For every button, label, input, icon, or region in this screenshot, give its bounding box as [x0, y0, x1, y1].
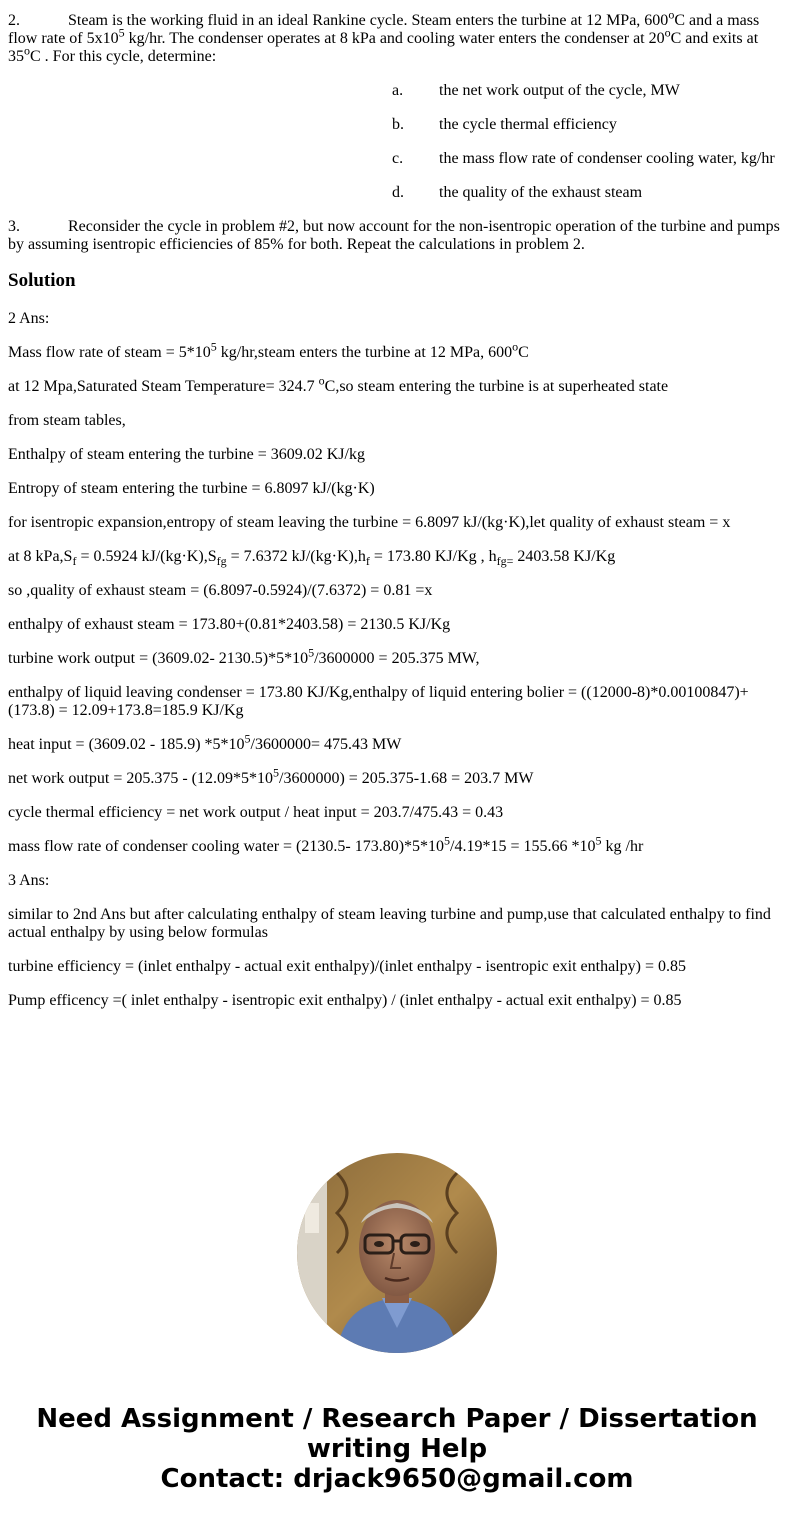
solution-heading: Solution [8, 270, 76, 291]
solution-line: from steam tables, [8, 412, 126, 429]
solution-line: Pump efficency =( inlet enthalpy - isentropic exit enthalpy) / (inlet enthalpy - actual exit enthalpy) = 0.85 [8, 992, 682, 1009]
problem-3-text: 3. Reconsider the cycle in problem #2, but now account for the non-isentropic operation of the turbine and pumps by assuming isentropic efficiencies of 85% for both. Repeat the calculations in problem 2. [8, 218, 780, 253]
solution-line: so ,quality of exhaust steam = (6.8097-0.5924)/(7.6372) = 0.81 =x [8, 582, 433, 599]
list-item: c. the mass flow rate of condenser cooling water, kg/hr [392, 150, 775, 167]
solution-line: heat input = (3609.02 - 185.9) $*5*10^5/3600000= 475.43$ MW [8, 731, 402, 753]
problem-2-number: 2. [8, 12, 20, 29]
problem-2-task-list [392, 82, 786, 202]
solution-line: Enthalpy of steam entering the turbine = 3609.02 KJ/kg [8, 446, 365, 463]
solution-line: enthalpy of liquid leaving condenser = 173.80 KJ/Kg,enthalpy of liquid entering bolier = ((12000-8)*0.00100847)+(173.8) = 12.09+173.8=185.9 KJ/Kg [8, 684, 749, 719]
solution-line: Mass flow rate of steam = $5*10^5$ kg/hr,steam enters the turbine at 12 MPa, 600$^o$C [8, 339, 529, 361]
banner-line: writing Help [306, 1434, 488, 1464]
banner-line: Need Assignment / Research Paper / Dissertation [36, 1404, 758, 1434]
list-item: b. the cycle thermal efficiency [392, 116, 617, 133]
solution-line: at 8 $kPa,S_f = 0.5924$ $kJ/(kg\cdot K),S_{fg} = 7.6372$ $kJ/(kg\cdot K),h_f = 173.80$ KJ/Kg , $h_{fg=}$ 2403.58 KJ/Kg [8, 548, 616, 569]
problem-2-text: 2. Steam is the working fluid in an ideal Rankine cycle. Steam enters the turbine at 12 MPa, 600$^o$C and a mass flow rate of $5x10^5$ kg/hr. The condenser operates at 8 kPa and cooling water enters the condenser at 20$^o$C and exits at 35$^o$C . For this cycle, determine: [8, 7, 760, 65]
solution-line: at 12 Mpa,Saturated Steam Temperature= 324.7 $^o$C,so steam entering the turbine is at superheated state [8, 373, 669, 395]
author-portrait [297, 1153, 497, 1353]
document-body [8, 7, 786, 1026]
contact-email: Contact: drjack9650@gmail.com [160, 1464, 634, 1494]
answer-2-label: 2 Ans: [8, 310, 50, 327]
author-avatar [297, 1153, 497, 1353]
solution-line: similar to 2nd Ans but after calculating enthalpy of steam leaving turbine and pump,use that calculated enthalpy to find actual enthalpy by using below formulas [8, 906, 771, 941]
promo-banner [0, 1404, 794, 1494]
solution-line: cycle thermal efficiency = net work output / heat input = 203.7/475.43 = 0.43 [8, 804, 504, 821]
solution-line: enthalpy of exhaust steam = 173.80+(0.81*2403.58) = 2130.5 KJ/Kg [8, 616, 451, 633]
problem-3-number: 3. [8, 218, 20, 235]
solution-line: turbine work output = (3609.02- $2130.5)*5*10^5/3600000 = 205.375$ MW, [8, 645, 480, 667]
solution-line: Entropy of steam entering the turbine = 6.8097 kJ/(kg·K) [8, 480, 375, 497]
answer-3-label: 3 Ans: [8, 872, 50, 889]
solution-line: for isentropic expansion,entropy of steam leaving the turbine = 6.8097 kJ/(kg·K),let quality of exhaust steam = x [8, 514, 731, 531]
solution-line: net work output = $205.375 - (12.09*5*10^5/3600000) = 205.375-1.68 = 203.7$ MW [8, 765, 534, 787]
solution-line: mass flow rate of condenser cooling water = (2130.5- $173.80)*5*10^5/4.19*15 = 155.66$ $*10^5$ kg /hr [8, 833, 644, 855]
list-item: a. the net work output of the cycle, MW [392, 82, 680, 99]
list-item: d. the quality of the exhaust steam [392, 184, 643, 201]
solution-line: turbine efficiency = (inlet enthalpy - actual exit enthalpy)/(inlet enthalpy - isentropic exit enthalpy) = 0.85 [8, 958, 686, 975]
